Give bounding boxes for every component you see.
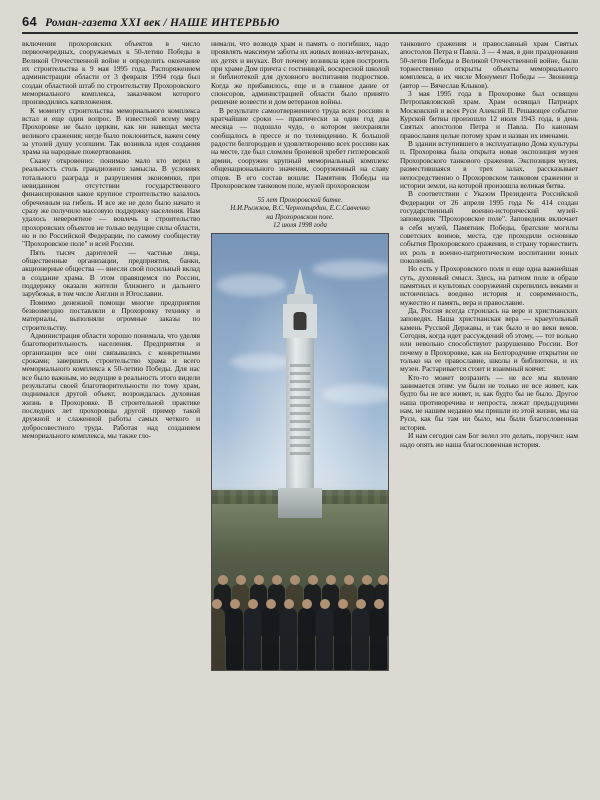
paragraph: Кто-то может возразить — не все мы явление занимается этим: ум были не только не все живет, как будто бы не все живет, и, как будто бы не было. Другое наша противоречива и непроста, лежат предыдущими нам, не нашим недавно мы пришли из этой жизни, мы на Руси, как бы там ни было, мы были благословенная история. (400, 372, 578, 432)
person-figure (298, 608, 315, 670)
belfry-cap (287, 294, 313, 304)
person-head (272, 575, 282, 585)
cloud-shape (216, 274, 286, 296)
page-header (22, 14, 578, 34)
paragraph: К моменту строительства мемориального комплекса встал и еще один вопрос. В известной всему миру Прохоровке не было церкви, как ни навещал места великого сражения; негде было поклониться, важен сему за утолей душу усопшим. Так возникла идея создания храма на народные пожертвования. (22, 105, 200, 157)
person-head (374, 599, 384, 609)
figure-prokhorovka (211, 196, 389, 671)
person-head (326, 575, 336, 585)
person-head (362, 575, 372, 585)
page-number: 64 (22, 14, 38, 29)
person-head (320, 599, 330, 609)
relief-carving (290, 364, 310, 460)
paragraph: включения прохоровских объектов в число первоочередных, сооружаемых к 50-летию Победы в Великой Отечественной войне и определить окончание их строительства к 9 мая 1995 года. Распоряжением администрации области от 3 февраля 1994 года был создан областной штаб по строительству Прохоровского мемориального комплекса, заказчиком которого производились капвложения. (22, 39, 200, 107)
figure-caption (211, 196, 389, 229)
person-head (230, 599, 240, 609)
paragraph: Пять тысяч дарителей — частные лица, общественные организации, предприятия, банки, акционерные общества — внесли свой посильный вклад в создание храма. В этом правящемся по России, поддержку оказали жители ближнего и дальнего зарубежья, в том числе Англии и Югославии. (22, 247, 200, 299)
three-column-body (22, 40, 578, 782)
person-head (218, 575, 228, 585)
caption-line: 55 лет Прохоровской битве. (257, 196, 343, 205)
running-head-title: Роман-газета XXI век / НАШЕ ИНТЕРВЬЮ (45, 17, 280, 29)
person-head (212, 599, 222, 609)
text-column-3 (400, 40, 578, 782)
photo-prokhorovka-belfry-monument (211, 233, 389, 671)
page-content (22, 14, 578, 784)
text-column-1 (22, 40, 200, 782)
person-figure (334, 608, 351, 670)
person-figure (244, 608, 261, 670)
caption-line: Н.И.Рыжков, В.С.Черномырдин, Е.С.Савченко (230, 204, 370, 213)
paragraph: Помимо денежной помощи многие предприятия безвозмездно поставляли в Прохоровку технику и материалы, выполняли огромные заказы по строительству. (22, 297, 200, 332)
person-figure (370, 608, 387, 670)
person-figure (316, 608, 333, 670)
person-head (248, 599, 258, 609)
paragraph: нимали, что возводя храм и память о погибших, надо проявлять максимум заботы их живых воинах-ветеранах, их детях и внуках. Вот почему возникла идея построить при храме Дом причта с гостиницей, воскресной школой и библиотекой для духовного воспитания подростков. Когда же прибавилось, еще и в главное дание от спонсоров, администрацией области было принято решение возвести и дом ветеранов войны. (211, 39, 389, 107)
paragraph: 3 мая 1995 года в Прохоровке был освящен Петропавловский храм. Храм освящал Патриарх Московский и всея Руси Алексий II. Решающее событие Курской битвы произошло 12 июля 1943 года, в день Святых апостолов Петра и Павла. По канонам православия целые потому храм и назван их именами. (400, 89, 578, 140)
paragraph: танкового сражения и православный храм Святых апостолов Петра и Павла. 3 — 4 мая, в дни празднования 50-летия Победы в Великой Отечественной войне, были торжественно открыты объекты мемориального комплекса, в их числе Монумент Победы — Звонница (автор — Вячеслав Клыков). (400, 39, 578, 90)
person-figure (352, 608, 369, 670)
cloud-shape (312, 260, 389, 278)
paragraph: Администрация области хорошо понимала, что уделяя благотворительность населения. Предприятия и организации все они связывались с конкретными сроками; завершить строительство храма и всего мемориального комплекса к 50-летию Победы. Для нас все было важным, но ведущие в реальность этого видели результаты своей благотворительности по тому храм, поднимался другой объект, возрождалась духовная жизнь в Прохоровке. В строительной практике последних лет прохоровцы другой пример такой дружной и слаженной работы самых четкого и добросовестного труда. Работая над созданием мемориального комплекса, мы также гло- (22, 331, 200, 441)
person-figure (226, 608, 243, 670)
paragraph: И нам сегодня сам Бог велел это делать, поручил: нам надо опять же наша благословенная история. (400, 431, 578, 449)
person-head (284, 599, 294, 609)
person-head (308, 575, 318, 585)
person-head (236, 575, 246, 585)
cloud-shape (322, 384, 389, 404)
paragraph: Но есть у Прохоровского поля и еще одна важнейшая суть, духовный смысл. Здесь, на ратном поле в образе памятных и культовых сооружений скрепились веками и истончилась воедино история и современность, мужество и память, вера и православие. (400, 264, 578, 307)
person-head (338, 599, 348, 609)
person-head (302, 599, 312, 609)
person-figure (262, 608, 279, 670)
person-figure (280, 608, 297, 670)
person-head (378, 575, 388, 585)
person-figure (211, 608, 225, 670)
paragraph: Да, Россия всегда строилась на вере и христианских заповедях. Наша христианская вера — краеугольный камень Русской Державы, и так было и во веки веков. Сегодня, когда идет рассуждений об этому, — тот вольно или невольно способствуют разрушению России. Вот почему в Прохоровке, как на Белгородчине открытии не только на ее православие, школы и библиотеки, и их музеи. Растаривается стоит и взаимный ковчег. (400, 306, 578, 374)
person-head (254, 575, 264, 585)
paragraph: В здании вступившего в эксплуатацию Дома культуры п. Прохоровка была открыта новая экспозиция музея Прохоровского танкового сражения. Экспозиция музея, разместившаяся в трех залах, рассказывает непосредственно о Прохоровском танковом сражении и истории земли, на которой произошла великая битва. (400, 139, 578, 190)
caption-line: на Прохоровском поле. (266, 212, 334, 221)
belfry-monument (277, 268, 323, 518)
person-head (266, 599, 276, 609)
paragraph: Скажу откровенно: понимаю мало кто верил в реальность столь грандиозного замысла. В условиях тотального разграда и разрушения экономики, при невиданном отсутствии государственного финансирования какое крупное строительство казалось обреченным на гибель. И все же не дело было начато и сразу же получило массовую поддержку населения. Нам удалось невероятное — вовлечь в строительство прохоровских объектов не только ведущие силы области, но и по Российской Федерации, по самому сообществу "Прохоровское поле" и всей России. (22, 155, 200, 249)
paragraph: В результате самоотверженного труда всех россиян в кратчайшие сроки — практически за один год два месяца — подошло чудо, о котором неохраняли сообщалось в прессе и по телевидению. К большой радости белгородцев и удовлетворению всех россиян как на месте, где был сломлен броневой хребет гитлеровской армии, сооружен крупный мемориальный комплекс общенационального значения, сооруженный на славу отцов. В его состав вошли: Памятник Победы на Прохоровском танковом поле, музей прохоровском (211, 105, 389, 190)
paragraph: В соответствии с Указом Президента Российской Федерации от 26 апреля 1995 года № 414 создан государственный военно-исторический музей-заповедник "Прохоровское поле". Заповедник включает в себя музей, Памятник Победы, братские могилы советских воинов, места, где проходили основные события Прохоровского сражения, и страну торжествить их роль в военно-патриотическом воспитании юных поколений. (400, 189, 578, 265)
person-head (290, 575, 300, 585)
text-column-2 (211, 40, 389, 782)
caption-line: 12 июля 1998 года (273, 220, 327, 229)
person-head (344, 575, 354, 585)
bell-icon (294, 312, 307, 330)
crowd-of-officials (212, 510, 388, 670)
spire (294, 268, 306, 294)
person-head (356, 599, 366, 609)
